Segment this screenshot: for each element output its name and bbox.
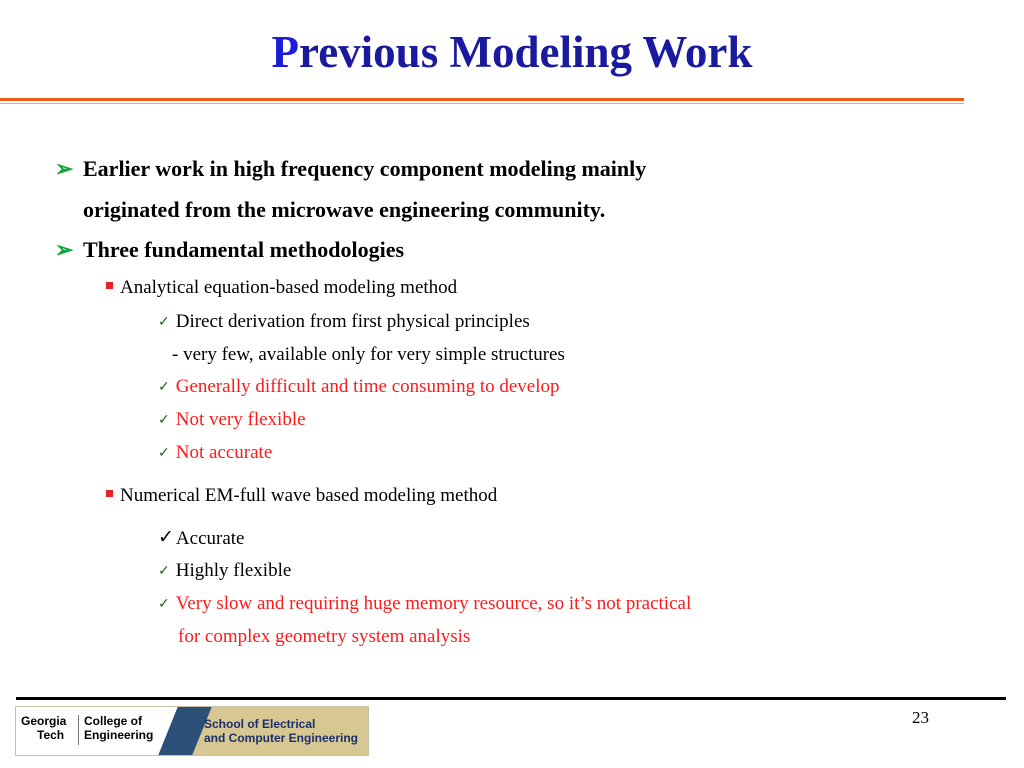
analytical-point-2 xyxy=(158,376,560,398)
bullet-text: Earlier work in high frequency component modeling mainly xyxy=(83,156,647,181)
point-text: for complex geometry system analysis xyxy=(178,626,471,647)
square-bullet-icon xyxy=(106,282,113,289)
title-rest: revious Modeling Work xyxy=(299,27,753,77)
bullet-text: Three fundamental methodologies xyxy=(83,237,405,262)
page-number: 23 xyxy=(912,708,929,727)
arrow-bullet-icon: ➢ xyxy=(55,156,74,181)
logo-divider xyxy=(78,715,79,745)
title-first-letter: P xyxy=(271,27,300,77)
georgia-tech-ece-logo xyxy=(15,706,369,756)
analytical-point-1-note xyxy=(172,344,565,366)
check-icon: ✓ xyxy=(158,527,174,548)
point-text: Very slow and requiring huge memory resource, so it’s not practical xyxy=(175,593,692,614)
bullet-three-methodologies xyxy=(55,237,404,263)
point-note: - very few, available only for very simple structures xyxy=(172,344,565,365)
logo-college-text: College of xyxy=(84,714,143,728)
method-numerical xyxy=(106,485,497,507)
logo-school-text-line1: School of Electrical xyxy=(204,717,316,731)
check-icon: ✓ xyxy=(158,446,170,461)
check-icon: ✓ xyxy=(158,564,170,579)
analytical-point-1 xyxy=(158,311,530,333)
method-analytical xyxy=(106,277,457,299)
method-label: Analytical equation-based modeling method xyxy=(120,277,458,298)
bullet-text: originated from the microwave engineering community. xyxy=(83,197,606,222)
check-icon: ✓ xyxy=(158,315,170,330)
point-text: Highly flexible xyxy=(175,560,292,581)
bullet-earlier-work xyxy=(55,156,646,182)
bullet-earlier-work-continued xyxy=(83,197,605,223)
point-text: Not very flexible xyxy=(175,409,306,430)
check-icon: ✓ xyxy=(158,413,170,428)
title-underline xyxy=(0,98,964,101)
numerical-point-3-continued xyxy=(178,626,470,648)
check-icon: ✓ xyxy=(158,380,170,395)
logo-engineering-text: Engineering xyxy=(84,728,154,742)
slide-title xyxy=(0,26,1024,78)
point-text: Generally difficult and time consuming to develop xyxy=(175,376,560,397)
check-icon: ✓ xyxy=(158,597,170,612)
numerical-point-1 xyxy=(158,526,244,550)
title-underline-secondary xyxy=(0,103,964,104)
point-text: Direct derivation from first physical principles xyxy=(175,311,530,332)
arrow-bullet-icon: ➢ xyxy=(55,237,74,262)
logo-georgia-text: Georgia xyxy=(21,714,67,728)
square-bullet-icon xyxy=(106,490,113,497)
method-label: Numerical EM-full wave based modeling method xyxy=(120,485,498,506)
numerical-point-2 xyxy=(158,560,291,582)
analytical-point-3 xyxy=(158,409,306,431)
analytical-point-4 xyxy=(158,442,272,464)
logo-tech-text: Tech xyxy=(37,728,65,742)
logo-school-text-line2: and Computer Engineering xyxy=(204,731,359,745)
footer-rule xyxy=(16,697,1006,700)
point-text: Accurate xyxy=(175,528,245,549)
point-text: Not accurate xyxy=(175,442,273,463)
numerical-point-3 xyxy=(158,593,691,615)
